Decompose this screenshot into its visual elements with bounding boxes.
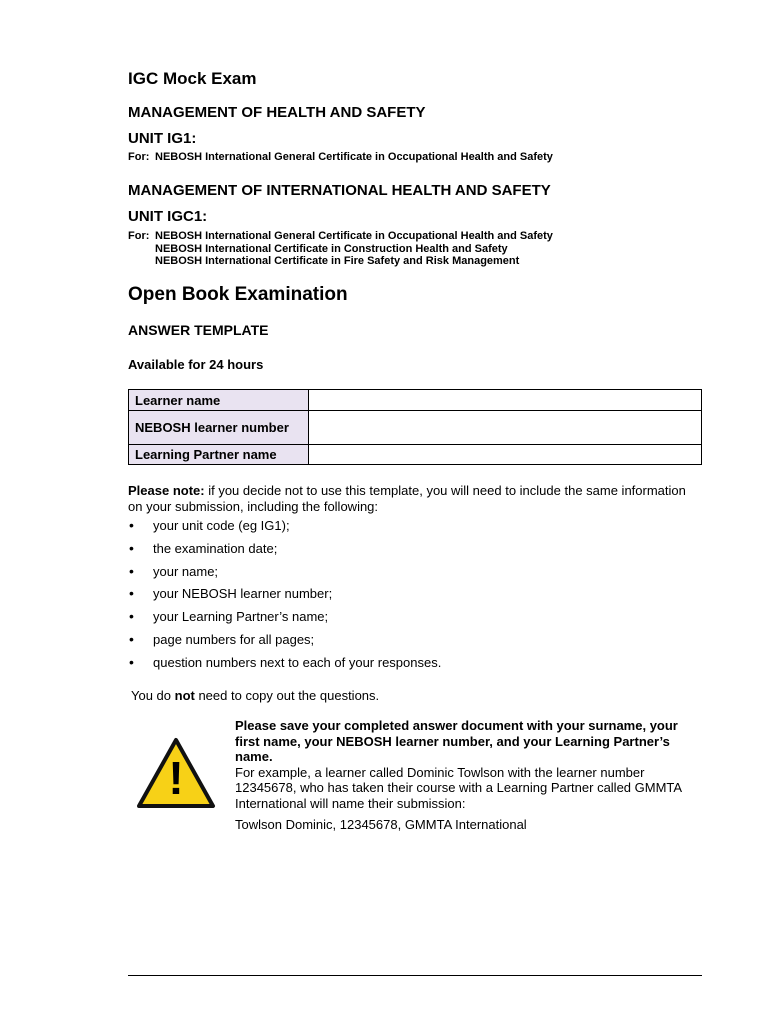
warning-glyph: ! [168,752,184,804]
for-line: NEBOSH International General Certificate in Occupational Health and Safety [155,230,553,242]
bullet-icon: • [129,630,134,647]
requirements-list [128,518,441,678]
bullet-icon: • [129,562,134,579]
exam-title: IGC Mock Exam [128,69,257,88]
table-row [129,411,702,445]
section1-for [128,151,553,164]
save-example: For example, a learner called Dominic Towlson with the learner number 12345678, who has taken their course with a Learning Partner called GMMTA International will name their submission: [235,764,682,811]
for-label: For: [128,151,150,163]
table-row [129,445,702,465]
availability-note: Available for 24 hours [128,357,264,372]
note-lead: Please note: [128,483,205,498]
learner-number-label: NEBOSH learner number [129,411,309,445]
note-text: if you decide not to use this template, you will need to include the same information on your submission, including the following: [128,483,686,514]
table-row [129,390,702,411]
list-item: • your unit code (eg IG1); [129,517,290,533]
bullet-icon: • [129,539,134,556]
for-line: NEBOSH International General Certificate in Occupational Health and Safety [155,151,553,163]
footer-divider [128,975,702,976]
section2-for [128,230,553,268]
save-heading: Please save your completed answer document with your surname, your first name, your NEBOSH learner number, and your Learning Partner’s name. [235,718,678,764]
answer-template-heading: ANSWER TEMPLATE [128,322,269,338]
warning-icon [136,736,216,810]
section2-unit: UNIT IGC1: [128,208,208,225]
for-label: For: [128,230,150,242]
section1-unit: UNIT IG1: [128,130,197,147]
learning-partner-label: Learning Partner name [129,445,309,465]
list-item: • your Learning Partner’s name; [129,608,329,625]
learning-partner-field[interactable] [309,445,702,465]
list-item: • your NEBOSH learner number; [129,585,333,602]
section2-title: MANAGEMENT OF INTERNATIONAL HEALTH AND SAFETY [128,182,551,199]
list-item: • your name; [129,562,219,579]
learner-name-label: Learner name [129,390,309,411]
bullet-icon: • [129,585,134,602]
learner-number-field[interactable] [309,411,702,445]
list-item: • the examination date; [129,539,278,556]
learner-details-table [128,389,702,465]
example-filename: Towlson Dominic, 12345678, GMMTA International [235,817,527,832]
learner-name-field[interactable] [309,390,702,411]
for-line: NEBOSH International Certificate in Fire Safety and Risk Management [155,255,520,267]
bullet-icon: • [129,517,134,533]
bullet-icon: • [129,608,134,625]
exam-type-heading: Open Book Examination [128,284,348,305]
copy-questions-note: You do not need to copy out the questions. [131,688,380,703]
please-note-paragraph [128,483,702,515]
list-item: • question numbers next to each of your responses. [129,653,442,670]
copy-emphasis: not [174,688,195,703]
list-item: • page numbers for all pages; [129,630,315,647]
section1-title: MANAGEMENT OF HEALTH AND SAFETY [128,104,426,121]
for-line: NEBOSH International Certificate in Construction Health and Safety [155,242,508,255]
bullet-icon: • [129,653,134,670]
save-instructions [235,718,705,833]
